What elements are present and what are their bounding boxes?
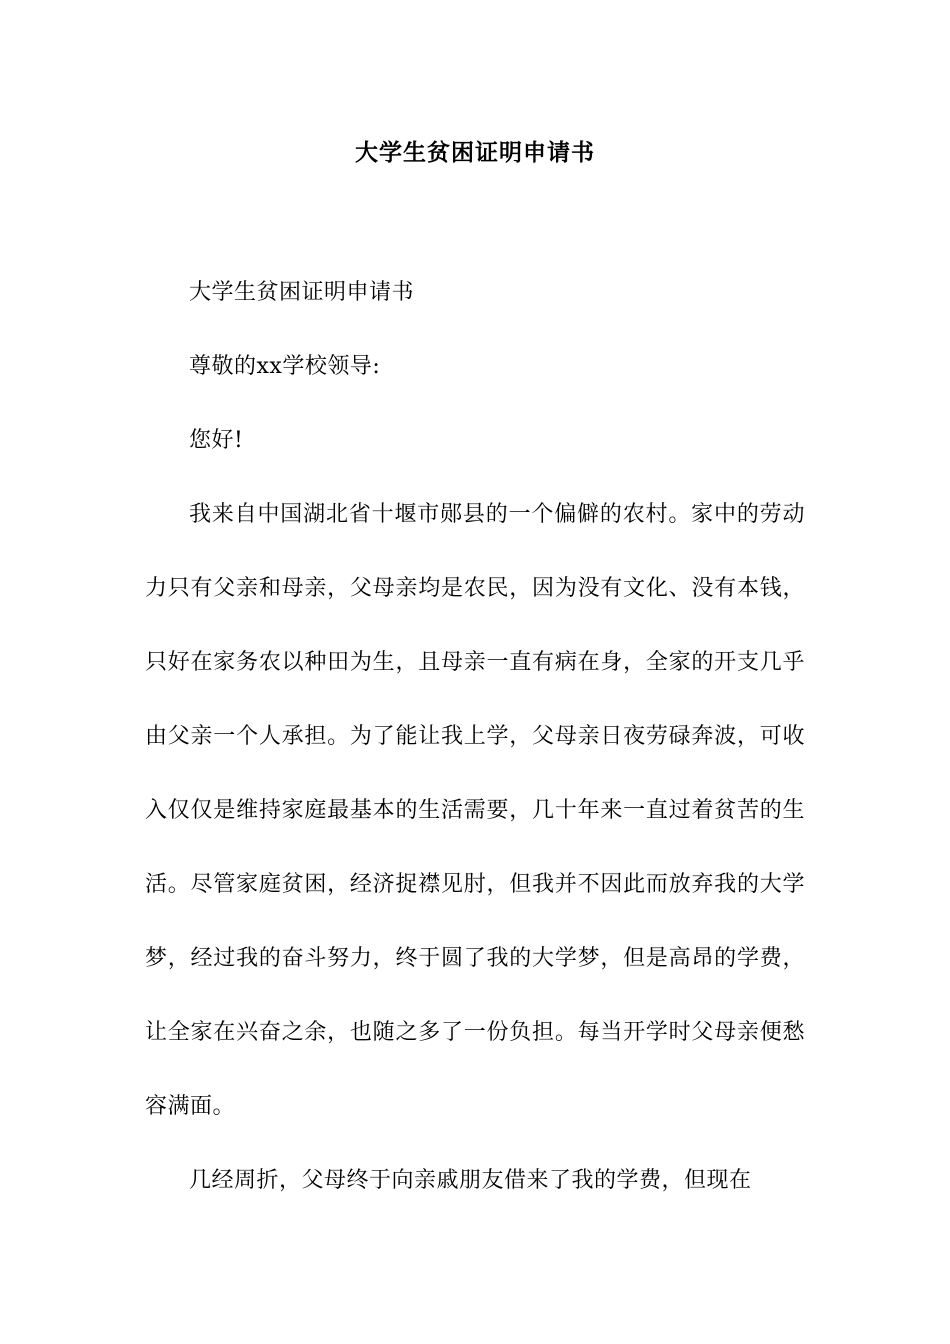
paragraph-continuation: 几经周折，父母终于向亲戚朋友借来了我的学费，但现在 (189, 1168, 752, 1193)
document-body (145, 256, 805, 1218)
paragraph-greeting: 您好! (189, 428, 244, 453)
paragraph-salutation: 尊敬的xx学校领导: (189, 354, 381, 379)
paragraph-background: 我来自中国湖北省十堰市郧县的一个偏僻的农村。家中的劳动力只有父亲和母亲，父母亲均是农民，因为没有文化、没有本钱，只好在家务农以种田为生，且母亲一直有病在身，全家的开支几乎由父亲一个人承担。为了能让我上学，父母亲日夜劳碌奔波，可收入仅仅是维持家庭最基本的生活需要，几十年来一直过着贫苦的生活。尽管家庭贫困，经济捉襟见肘，但我并不因此而放弃我的大学梦，经过我的奋斗努力，终于圆了我的大学梦，但是高昂的学费，让全家在兴奋之余，也随之多了一份负担。每当开学时父母亲便愁容满面。 (145, 502, 805, 1119)
paragraph-heading: 大学生贫困证明申请书 (189, 280, 415, 305)
document-title: 大学生贫困证明申请书 (355, 139, 595, 166)
